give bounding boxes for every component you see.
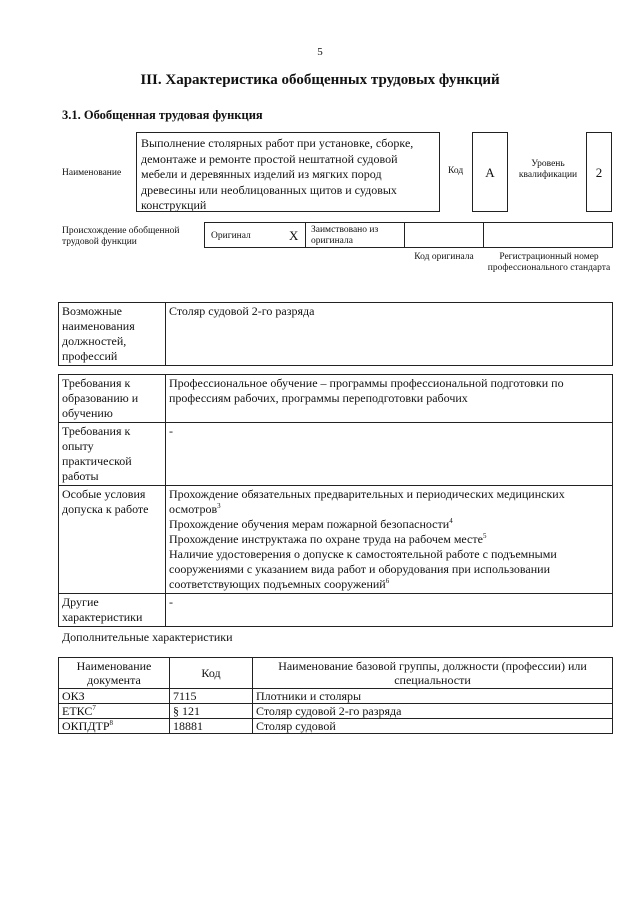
table-row	[59, 704, 613, 719]
gtf-name-label: Наименование	[62, 168, 122, 178]
footnote-ref: 7	[92, 704, 96, 712]
code-cell: 18881	[170, 719, 253, 734]
requirement-line: -	[169, 595, 173, 609]
section-title: III. Характеристика обобщенных трудовых функций	[140, 72, 500, 88]
doc-cell: ОКПДТР$^8$	[59, 719, 170, 734]
footnote-ref: 5	[482, 532, 487, 540]
requirement-value	[166, 486, 613, 594]
positions-label: Возможные наименования должностей, профессий	[59, 303, 166, 366]
group-cell: Столяр судовой	[253, 719, 613, 734]
gtf-code-label: Код	[448, 166, 464, 176]
origin-original-mark: X	[289, 228, 299, 243]
requirement-line: -	[169, 424, 173, 438]
requirement-label: Требования к образованию и обучению	[59, 375, 166, 423]
requirement-label: Другие характеристики	[59, 594, 166, 627]
requirement-line: Профессиональное обучение – программы профессиональной подготовки по профессиям рабочих, программы переподготовки рабочих	[169, 376, 564, 405]
gtf-level-value: 2	[595, 165, 603, 180]
additional-title: Дополнительные характеристики	[62, 630, 233, 644]
origin-borrowed-cell	[305, 222, 405, 248]
origin-label: Происхождение обобщенной трудовой функции	[62, 226, 180, 247]
code-cell: § 121	[170, 704, 253, 719]
requirement-row	[59, 375, 613, 423]
positions-table	[58, 302, 613, 366]
requirements-table	[58, 374, 613, 627]
gtf-level-box	[586, 132, 612, 212]
origin-regnum-cell	[483, 222, 613, 248]
requirement-value	[166, 594, 613, 627]
requirement-value	[166, 423, 613, 486]
gtf-code-value: А	[485, 165, 495, 180]
requirement-value	[166, 375, 613, 423]
origin-code-cell	[404, 222, 484, 248]
header-group: Наименование базовой группы, должности (профессии) или специальности	[253, 658, 613, 689]
additional-table	[58, 657, 613, 734]
origin-borrowed-label: Заимствовано из оригинала	[311, 225, 379, 246]
doc-cell: ЕТКС$^7$	[59, 704, 170, 719]
requirement-line: Прохождение инструктажа по охране труда на рабочем месте$^5$	[169, 532, 487, 546]
requirement-line: Наличие удостоверения о допуске к самостоятельной работе с подъемными сооружениями с указанием вида работ и оборудования при использовании соответствующих подъемных сооружений$^6$	[169, 547, 557, 591]
group-cell: Плотники и столяры	[253, 689, 613, 704]
footnote-ref: 3	[217, 502, 221, 510]
requirement-line: Прохождение обучения мерам пожарной безопасности$^4$	[169, 517, 453, 531]
footnote-ref: 8	[109, 719, 114, 727]
footnote-ref: 6	[385, 577, 390, 585]
gtf-code-box	[472, 132, 508, 212]
page-number: 5	[317, 46, 323, 58]
gtf-name-value: Выполнение столярных работ при установке, сборке, демонтаже и ремонте простой нештатной судовой мебели и деревянных изделий из мягких пород древесины или необлицованных щитов и судовых конструкций	[136, 132, 440, 212]
table-row	[59, 689, 613, 704]
subsection-title: 3.1. Обобщенная трудовая функция	[62, 108, 263, 122]
header-doc: Наименование документа	[59, 658, 170, 689]
origin-original-cell	[204, 222, 306, 248]
requirement-row	[59, 423, 613, 486]
header-code: Код	[170, 658, 253, 689]
table-row	[59, 719, 613, 734]
requirement-label: Требования к опыту практической работы	[59, 423, 166, 486]
footnote-ref: 4	[449, 517, 453, 525]
requirement-label: Особые условия допуска к работе	[59, 486, 166, 594]
code-cell: 7115	[170, 689, 253, 704]
requirement-row	[59, 486, 613, 594]
group-cell: Столяр судовой 2-го разряда	[253, 704, 613, 719]
requirement-row	[59, 594, 613, 627]
positions-value: Столяр судовой 2-го разряда	[166, 303, 613, 366]
code-original-label: Код оригинала	[414, 252, 474, 262]
gtf-level-label: Уровень квалификации	[518, 159, 578, 180]
requirement-line: Прохождение обязательных предварительных и периодических медицинских осмотров$^3$	[169, 487, 565, 516]
additional-header-row	[59, 658, 613, 689]
reg-number-label: Регистрационный номер профессионального стандарта	[487, 252, 611, 273]
origin-original-label: Оригинал	[211, 231, 251, 241]
doc-cell: ОКЗ	[59, 689, 170, 704]
